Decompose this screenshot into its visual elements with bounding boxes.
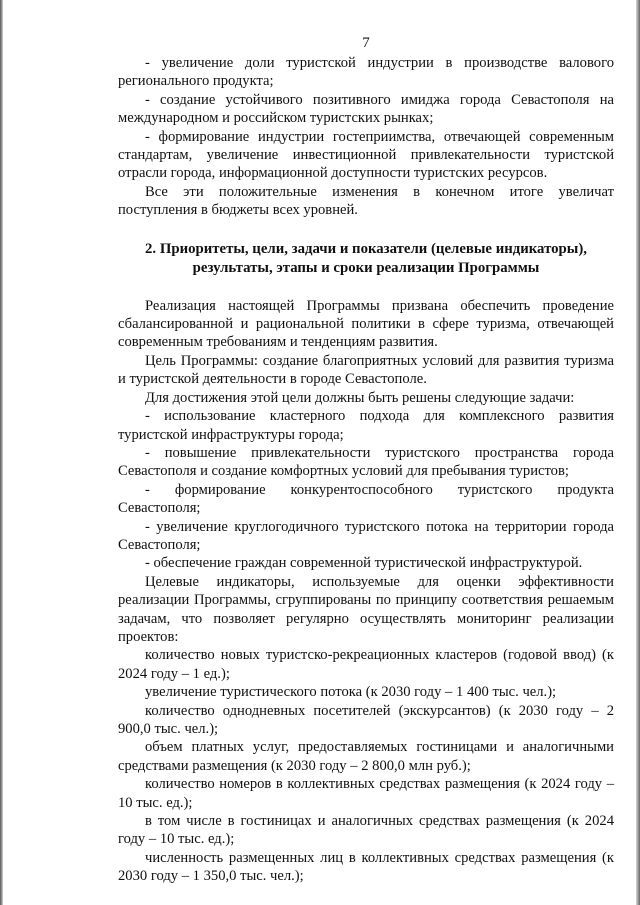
section-heading <box>118 240 614 278</box>
list-item: - формирование конкурентоспособного туристского продукта Севастополя; <box>118 481 614 517</box>
indicator-item: количество новых туристско-рекреационных кластеров (годовой ввод) (к 2024 году – 1 ед.); <box>118 647 614 682</box>
page-number: 7 <box>362 35 370 51</box>
scan-edge-right <box>636 0 640 905</box>
paragraph: - создание устойчивого позитивного имиджа города Севастополя на международном и российском туристских рынках; <box>118 91 614 127</box>
paragraph: - увеличение доли туристской индустрии в производстве валового регионального продукта; <box>118 55 614 90</box>
indicator-item: увеличение туристического потока (к 2030 году – 1 400 тыс. чел.); <box>145 684 557 701</box>
list-item: - использование кластерного подхода для комплексного развития туристской инфраструктуры города; <box>118 408 614 443</box>
paragraph: Целевые индикаторы, используемые для оценки эффективности реализации Программы, сгруппированы по принципу соответствия решаемым задачам, что позволяет регулярно осуществлять мониторинг реализации проектов: <box>118 573 614 645</box>
indicator-item: количество однодневных посетителей (экскурсантов) (к 2030 году – 2 900,0 тыс. чел.); <box>118 702 614 737</box>
list-item: - увеличение круглогодичного туристского потока на территории города Севастополя; <box>118 518 614 553</box>
paragraph: - формирование индустрии гостеприимства, отвечающей современным стандартам, увеличение инвестиционной привлекательности туристской отрасли города, информационной доступности туристских ресурсов. <box>118 128 614 182</box>
section-heading-line-1: 2. Приоритеты, цели, задачи и показатели (целевые индикаторы), <box>145 240 587 257</box>
paragraph: Все эти положительные изменения в конечном итоге увеличат поступления в бюджеты всех уровней. <box>118 183 614 219</box>
indicator-item: в том числе в гостиницах и аналогичных средствах размещения (к 2024 году – 10 тыс. ед.); <box>118 813 614 848</box>
scan-edge-left <box>0 0 3 905</box>
list-item: - обеспечение граждан современной туристической инфраструктурой. <box>145 555 583 572</box>
paragraph: Реализация настоящей Программы призвана обеспечить проведение сбалансированной и рациональной политики в сфере туризма, отвечающей современным требованиям и тенденциям развития. <box>118 297 614 351</box>
section-heading-line-2: результаты, этапы и сроки реализации Программы <box>192 259 540 276</box>
list-item: - повышение привлекательности туристского пространства города Севастополя и создание комфортных условий для пребывания туристов; <box>118 444 614 480</box>
document-page <box>118 34 614 886</box>
indicator-item: численность размещенных лиц в коллективных средствах размещения (к 2030 году – 1 350,0 тыс. чел.); <box>118 849 614 885</box>
paragraph: Для достижения этой цели должны быть решены следующие задачи: <box>145 389 575 406</box>
indicator-item: количество номеров в коллективных средствах размещения (к 2024 году – 10 тыс. ед.); <box>118 776 614 811</box>
paragraph: Цель Программы: создание благоприятных условий для развития туризма и туристской деятельности в городе Севастополе. <box>118 352 614 388</box>
indicator-item: объем платных услуг, предоставляемых гостиницами и аналогичными средствами размещения (к 2030 году – 2 800,0 млн руб.); <box>118 739 614 774</box>
